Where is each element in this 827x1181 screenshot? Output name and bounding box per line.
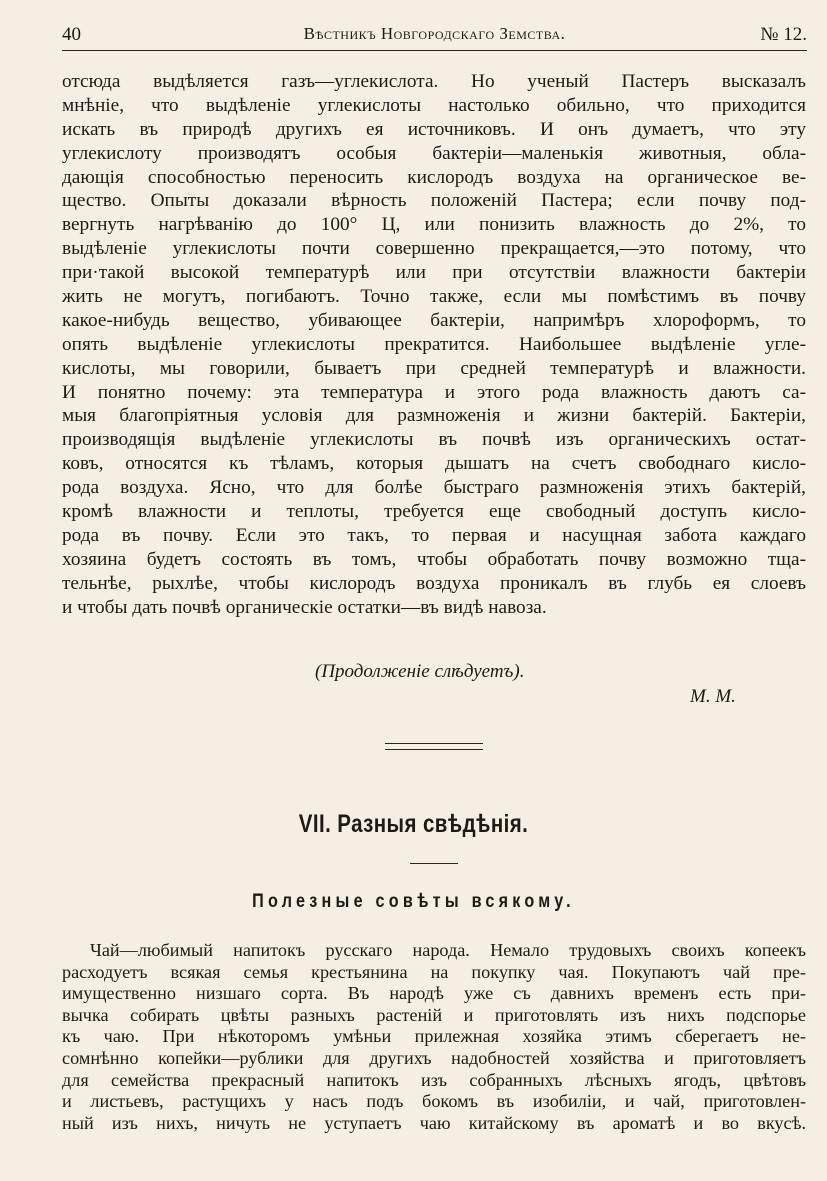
- text-line: рода воздуха. Ясно, что для болѣе быстраго размноженія этихъ бактерій,: [62, 477, 806, 499]
- text-line: какое-нибудь вещество, убивающее бактеріи, напримѣръ хлороформъ, то: [62, 309, 806, 331]
- text-line: Чай—любимый напитокъ русскаго народа. Немало трудовыхъ своихъ копеекъ: [90, 940, 806, 960]
- page-header: [62, 22, 807, 51]
- page-number: 40: [62, 24, 81, 45]
- text-line: расходуетъ всякая семья крестьянина на покупку чая. Покупаютъ чай пре-: [62, 961, 806, 982]
- text-line: рода въ почву. Если это такъ, то первая и насущная забота каждаго: [62, 524, 806, 546]
- text-line: мнѣніе, что выдѣленіе углекислоты настолько обильно, что приходится: [62, 94, 806, 116]
- text-line: имущественно низшаго сорта. Въ народѣ уже съ давнихъ временъ есть при-: [62, 983, 806, 1004]
- text-line: къ чаю. При нѣкоторомъ умѣньи прилежная хозяйка этимъ сберегаетъ не-: [62, 1026, 806, 1047]
- text-line: кромѣ влажности и теплоты, требуется еще свободный доступъ кисло-: [62, 501, 806, 523]
- tea-article: [62, 940, 806, 1134]
- article-continuation: [62, 70, 806, 619]
- text-line: ный изъ нихъ, ничуть не уступаетъ чаю китайскому въ ароматѣ и во вкусѣ.: [62, 1112, 806, 1133]
- text-line: тельнѣе, рыхлѣе, чтобы кислородъ воздуха проникалъ въ глубь ея слоевъ: [62, 572, 806, 594]
- text-line: выдѣленіе углекислоты почти совершенно прекращается,—это потому, что: [62, 238, 806, 260]
- text-line: опять выдѣленіе углекислоты прекратится. Наибольшее выдѣленіе угле-: [62, 333, 806, 355]
- text-line: углекислоту производятъ особыя бактеріи—маленькія животныя, обла-: [62, 142, 806, 164]
- subsection-title: Полезные совѣты всякому.: [252, 891, 575, 912]
- text-line: хозяина будетъ состоять въ томъ, чтобы обработать почву возможно тща-: [62, 548, 806, 570]
- double-divider: [385, 743, 483, 750]
- text-line: отсюда выдѣляется газъ—углекислота. Но ученый Пастеръ высказалъ: [62, 71, 806, 92]
- text-line: вычка собирать цвѣты разныхъ растеній и приготовлять изъ нихъ подспорье: [62, 1004, 806, 1025]
- text-line: при·такой высокой температурѣ или при отсутствіи влажности бактеріи: [62, 262, 806, 284]
- text-line: и листьевъ, растущихъ у насъ подъ бокомъ въ изобиліи, и чай, приготовлен-: [62, 1091, 806, 1112]
- short-divider: [410, 863, 458, 864]
- text-line: И понятно почему: эта температура и этого рода влажность даютъ са-: [62, 381, 806, 403]
- journal-title: Вѣстникъ Новгородскаго Земства.: [303, 24, 566, 43]
- section-title: VII. Разныя свѣдѣнія.: [298, 810, 529, 838]
- text-line: кислоты, мы говорили, бываетъ при средней температурѣ и влажности.: [62, 357, 806, 379]
- text-line: жить не могутъ, погибаютъ. Точно также, если мы помѣстимъ въ почву: [62, 286, 806, 308]
- continued-note: (Продолженіе слѣдуетъ).: [315, 661, 525, 682]
- text-line: сомнѣнно копейки—рублики для другихъ надобностей хозяйства и приготовляетъ: [62, 1047, 806, 1068]
- text-line: и чтобы дать почвѣ органическіе остатки—въ видѣ навоза.: [62, 596, 547, 618]
- author-signature: М. М.: [690, 686, 736, 707]
- text-line: ковъ, относятся къ тѣламъ, которыя дышатъ на счетъ свободнаго кисло-: [62, 453, 806, 475]
- text-line: щество. Опыты доказали вѣрность положеній Пастера; если почву под-: [62, 190, 806, 212]
- text-line: дающія способностью переносить кислородъ воздуха на органическое ве-: [62, 166, 806, 188]
- text-line: мыя благопріятныя условія для размноженія и жизни бактерій. Бактеріи,: [62, 405, 806, 427]
- text-line: производящія выдѣленіе углекислоты въ почвѣ изъ органическихъ остат-: [62, 429, 806, 451]
- text-line: для семейства прекрасный напитокъ изъ собранныхъ лѣсныхъ ягодъ, цвѣтовъ: [62, 1069, 806, 1090]
- text-line: вергнуть нагрѣванію до 100° Ц, или понизить влажность до 2%, то: [62, 214, 806, 236]
- text-line: искать въ природѣ другихъ ея источниковъ. И онъ думаетъ, что эту: [62, 118, 806, 140]
- issue-number: № 12.: [760, 24, 807, 45]
